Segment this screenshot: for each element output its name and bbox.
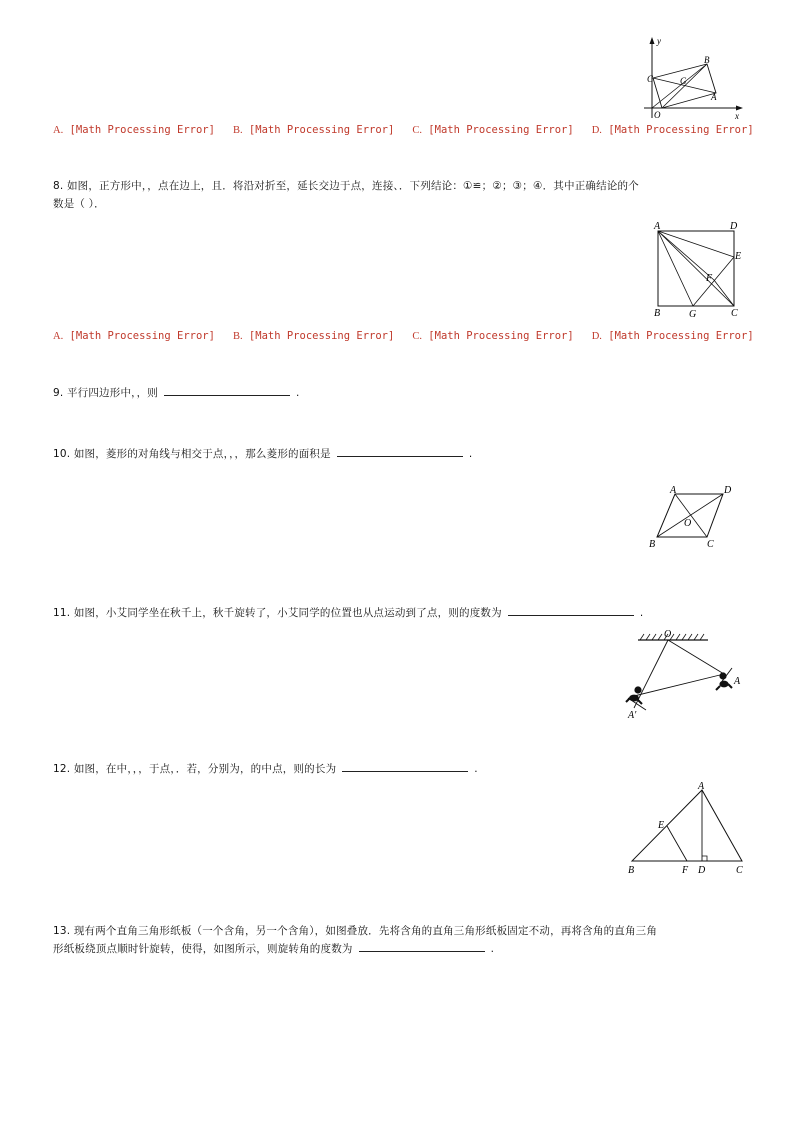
label-E: E [735,251,742,262]
question-8-line1: 8. 如图，正方形中，，点在边上，且．将沿对折至，延长交边于点，连接、．下列结论：①≌；②；③；④．其中正确结论的个 [53,180,639,192]
label-A: A [670,485,677,496]
option-c[interactable]: C. [Math Processing Error] [412,124,574,136]
option-d[interactable]: D. [Math Processing Error] [591,330,754,342]
option-b[interactable]: B. [Math Processing Error] [232,124,395,136]
label-A: A [711,92,717,102]
label-D: D [724,485,732,496]
question-10: 10. 如图，菱形的对角线与相交于点，，，那么菱形的面积是 . [53,448,473,460]
option-a[interactable]: A. [Math Processing Error] [53,124,215,136]
label-F: F [706,273,713,284]
option-d[interactable]: D. [Math Processing Error] [591,124,754,136]
options-q7 [53,124,772,136]
label-B: B [654,308,661,319]
figure-q12-triangle [622,780,748,878]
question-9: 9. 平行四边形中，，则 . [53,387,300,399]
figure-q8-square [648,218,748,320]
figure-q10-rhombus [645,483,745,553]
label-A-prime: A′ [628,710,637,721]
label-O: O [664,629,672,640]
label-y: y [657,36,661,46]
label-D: D [730,221,738,232]
answer-blank[interactable] [508,605,634,616]
answer-blank[interactable] [342,761,468,772]
label-B: B [628,865,635,876]
label-E: E [658,820,665,831]
label-C: C [647,74,654,84]
option-b[interactable]: B. [Math Processing Error] [232,330,395,342]
label-O: O [654,110,661,120]
question-8-line2: 数是（ ）． [53,198,105,210]
label-G: G [680,76,687,86]
label-C: C [736,865,743,876]
figure-q11-swing [620,626,750,722]
label-B: B [649,539,656,550]
options-q8 [53,330,772,342]
person-icon [626,686,642,704]
question-11: 11. 如图，小艾同学坐在秋千上，秋千旋转了，小艾同学的位置也从点运动到了点，则的度数为 . [53,607,644,619]
label-G: G [689,309,697,320]
label-F: F [682,865,689,876]
question-13 [53,922,753,958]
label-B: B [704,55,710,65]
label-C: C [707,539,714,550]
answer-blank[interactable] [337,446,463,457]
figure-q7-coordinate [640,34,750,124]
question-13-line2: 形纸板绕顶点顺时针旋转，使得，如图所示，则旋转角的度数为 . [53,943,495,955]
question-8 [53,177,743,213]
answer-blank[interactable] [164,385,290,396]
question-13-line1: 13. 现有两个直角三角形纸板（一个含角，另一个含角），如图叠放．先将含角的直角三角形纸板固定不动，再将含角的直角三角 [53,925,658,937]
label-O: O [684,518,692,529]
label-A: A [698,781,705,792]
option-c[interactable]: C. [Math Processing Error] [412,330,574,342]
label-x: x [735,111,739,121]
label-D: D [698,865,706,876]
label-C: C [731,308,738,319]
answer-blank[interactable] [359,941,485,952]
label-A: A [734,676,741,687]
label-A: A [654,221,661,232]
question-12: 12. 如图，在中，，，于点，．若，分别为，的中点，则的长为 . [53,763,478,775]
option-a[interactable]: A. [Math Processing Error] [53,330,215,342]
